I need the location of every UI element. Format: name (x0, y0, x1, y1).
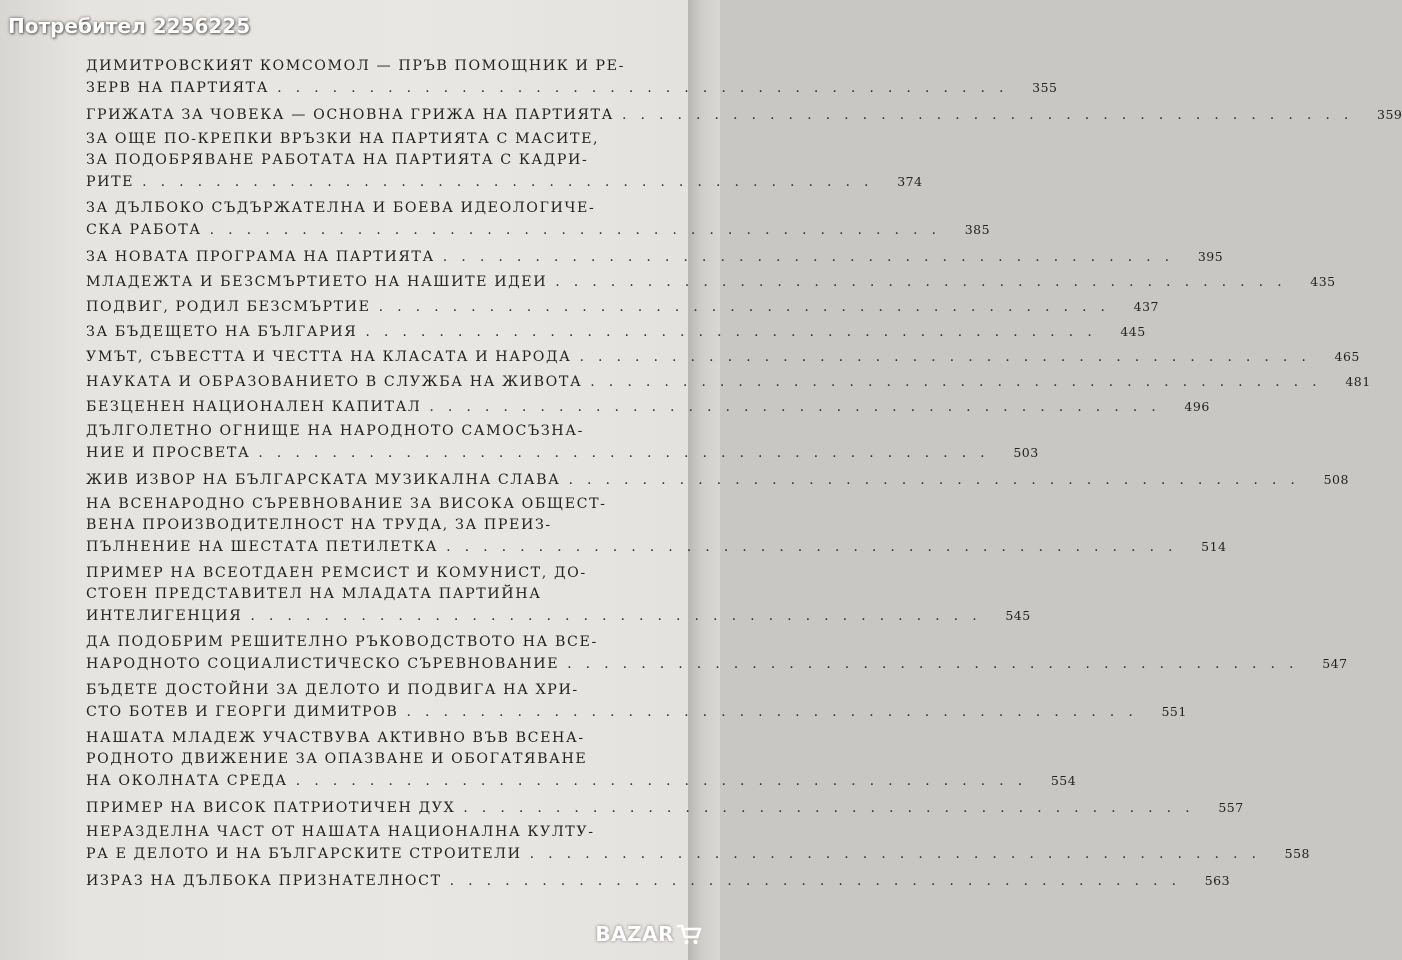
toc-entry-title: МЛАДЕЖТА И БЕЗСМЪРТИЕТО НА НАШИТЕ ИДЕИ (86, 274, 548, 290)
toc-page-number: 557 (1218, 800, 1244, 815)
leader-dots: ........................................ (449, 873, 1191, 889)
toc-entry (86, 797, 1244, 818)
leader-dots: ........................................ (406, 704, 1147, 720)
toc-entry-title: СКА РАБОТА (86, 222, 202, 238)
toc-entry-title: ЖИВ ИЗВОР НА БЪЛГАРСКАТА МУЗИКАЛНА СЛАВА (86, 472, 561, 488)
toc-entry (86, 346, 1360, 367)
leader-dots: ........................................ (555, 274, 1296, 290)
toc-page-number: 355 (1032, 80, 1058, 95)
leader-dots: ........................................ (579, 349, 1320, 365)
toc-entry-title: ПРИМЕР НА ВСЕОТДАЕН РЕМСИСТ И КОМУНИСТ, ДО- (86, 565, 587, 581)
toc-entry-title: ПЪЛНЕНИЕ НА ШЕСТАТА ПЕТИЛЕТКА (86, 539, 439, 555)
bazar-logo (595, 922, 702, 946)
logo-text: BAZAR (595, 922, 674, 946)
toc-page-number: 435 (1310, 274, 1336, 289)
toc-entry (86, 371, 1371, 392)
leader-dots: ........................................ (463, 800, 1204, 816)
toc-page-number: 445 (1120, 324, 1146, 339)
leader-dots: ........................................ (529, 846, 1271, 862)
toc-page-number: 514 (1201, 539, 1227, 554)
toc-entry (86, 129, 923, 192)
leader-dots: ........................................ (568, 472, 1309, 488)
toc-entry (86, 728, 1077, 791)
toc-entry-title: ПОДВИГ, РОДИЛ БЕЗСМЪРТИЕ (86, 299, 371, 315)
toc-entry (86, 198, 991, 240)
toc-entry-title: УМЪТ, СЪВЕСТТА И ЧЕСТТА НА КЛАСАТА И НАРОДА (86, 349, 572, 365)
leader-dots: ........................................ (142, 174, 883, 190)
toc-page-number: 558 (1284, 846, 1311, 861)
toc-entry-title: СТО БОТЕВ И ГЕОРГИ ДИМИТРОВ (86, 704, 399, 720)
toc-entry-title: НА ВСЕНАРОДНО СЪРЕВНОВАНИЕ ЗА ВИСОКА ОБЩЕСТ- (86, 496, 607, 512)
toc-entry-title: ЗЕРВ НА ПАРТИЯТА (86, 80, 270, 96)
toc-page-number: 437 (1133, 299, 1160, 314)
toc-page-number: 547 (1322, 656, 1348, 671)
leader-dots: ........................................ (295, 773, 1037, 789)
toc-page-number: 551 (1161, 704, 1187, 719)
toc-entry-title: НЕРАЗДЕЛНА ЧАСТ ОТ НАШАТА НАЦИОНАЛНА КУЛТУ- (86, 824, 595, 840)
toc-entry-title: ВЕНА ПРОИЗВОДИТЕЛНОСТ НА ТРУДА, ЗА ПРЕИЗ- (86, 517, 552, 533)
toc-page-number: 508 (1323, 472, 1349, 487)
toc-page-number: 374 (897, 174, 923, 189)
leader-dots: ........................................ (209, 222, 951, 238)
table-of-contents (86, 56, 1402, 891)
leader-dots: ........................................ (277, 80, 1018, 96)
toc-entry-title: ЗА ОЩЕ ПО-КРЕПКИ ВРЪЗКИ НА ПАРТИЯТА С МАСИТЕ, (86, 131, 600, 147)
leader-dots: ........................................ (429, 399, 1170, 415)
toc-entry (86, 632, 1348, 674)
toc-entry-title: ДЪЛГОЛЕТНО ОГНИЩЕ НА НАРОДНОТО САМОСЪЗНА- (86, 423, 584, 439)
leader-dots: ........................................ (621, 107, 1363, 123)
toc-page-number: 465 (1334, 349, 1360, 364)
toc-entry (86, 870, 1231, 891)
toc-entry (86, 469, 1349, 490)
toc-entry-title: ГРИЖАТА ЗА ЧОВЕКА — ОСНОВНА ГРИЖА НА ПАРТИЯТА (86, 107, 614, 123)
toc-entry-title: РА Е ДЕЛОТО И НА БЪЛГАРСКИТЕ СТРОИТЕЛИ (86, 846, 522, 862)
toc-entry-title: БЪДЕТЕ ДОСТОЙНИ ЗА ДЕЛОТО И ПОДВИГА НА ХРИ- (86, 682, 579, 698)
toc-page-number: 554 (1050, 773, 1077, 788)
toc-entry-title: НА ОКОЛНАТА СРЕДА (86, 773, 288, 789)
toc-entry-title: БЕЗЦЕНЕН НАЦИОНАЛЕН КАПИТАЛ (86, 399, 422, 415)
leader-dots: ........................................ (365, 324, 1106, 340)
toc-entry-title: ЗА БЪДЕЩЕТО НА БЪЛГАРИЯ (86, 324, 358, 340)
toc-entry (86, 421, 1039, 463)
toc-entry-title: ДИМИТРОВСКИЯТ КОМСОМОЛ — ПРЪВ ПОМОЩНИК И РЕ- (86, 58, 626, 74)
toc-page-number: 503 (1013, 445, 1039, 460)
leader-dots: ........................................ (258, 445, 999, 461)
toc-entry-title: НИЕ И ПРОСВЕТА (86, 445, 251, 461)
toc-entry-title: НАШАТА МЛАДЕЖ УЧАСТВУВА АКТИВНО ВЪВ ВСЕНА- (86, 730, 585, 746)
toc-page-number: 563 (1204, 873, 1231, 888)
cart-icon (676, 922, 702, 946)
toc-page-number: 545 (1005, 608, 1031, 623)
toc-entry-title: ЗА НОВАТА ПРОГРАМА НА ПАРТИЯТА (86, 249, 435, 265)
toc-entry (86, 321, 1146, 342)
toc-page-number: 496 (1184, 399, 1210, 414)
toc-entry-title: НАУКАТА И ОБРАЗОВАНИЕТО В СЛУЖБА НА ЖИВОТА (86, 374, 583, 390)
leader-dots: ........................................ (590, 374, 1331, 390)
toc-entry-title: ЗА ПОДОБРЯВАНЕ РАБОТАТА НА ПАРТИЯТА С КАДРИ- (86, 152, 589, 168)
toc-entry (86, 494, 1227, 557)
leader-dots: ........................................ (442, 249, 1184, 265)
toc-entry-title: ЗА ДЪЛБОКО СЪДЪРЖАТЕЛНА И БОЕВА ИДЕОЛОГИЧЕ- (86, 200, 596, 216)
leader-dots: ........................................ (446, 539, 1187, 555)
leader-dots: ........................................ (250, 608, 991, 624)
toc-entry-title: СТОЕН ПРЕДСТАВИТЕЛ НА МЛАДАТА ПАРТИЙНА (86, 586, 542, 602)
toc-entry (86, 822, 1311, 864)
toc-entry (86, 396, 1210, 417)
toc-page-number: 359 (1377, 107, 1402, 122)
toc-entry-title: РИТЕ (86, 174, 135, 190)
toc-entry (86, 246, 1224, 267)
toc-entry-title: НАРОДНОТО СОЦИАЛИСТИЧЕСКО СЪРЕВНОВАНИЕ (86, 656, 560, 672)
toc-entry (86, 296, 1160, 317)
user-watermark: Потребител 2256225 (8, 14, 251, 38)
toc-page-number: 481 (1345, 374, 1371, 389)
toc-page-number: 385 (964, 222, 991, 237)
toc-page-number: 395 (1197, 249, 1224, 264)
toc-entry-title: ДА ПОДОБРИМ РЕШИТЕЛНО РЪКОВОДСТВОТО НА ВСЕ- (86, 634, 598, 650)
toc-entry-title: ИЗРАЗ НА ДЪЛБОКА ПРИЗНАТЕЛНОСТ (86, 873, 442, 889)
toc-entry (86, 680, 1187, 722)
toc-entry (86, 563, 1031, 626)
toc-entry (86, 104, 1402, 125)
leader-dots: ........................................ (378, 299, 1120, 315)
toc-entry-title: РОДНОТО ДВИЖЕНИЕ ЗА ОПАЗВАНЕ И ОБОГАТЯВАНЕ (86, 751, 588, 767)
toc-entry-title: ПРИМЕР НА ВИСОК ПАТРИОТИЧЕН ДУХ (86, 800, 456, 816)
toc-entry (86, 271, 1336, 292)
toc-entry-title: ИНТЕЛИГЕНЦИЯ (86, 608, 243, 624)
leader-dots: ........................................ (567, 656, 1308, 672)
toc-entry (86, 56, 1058, 98)
